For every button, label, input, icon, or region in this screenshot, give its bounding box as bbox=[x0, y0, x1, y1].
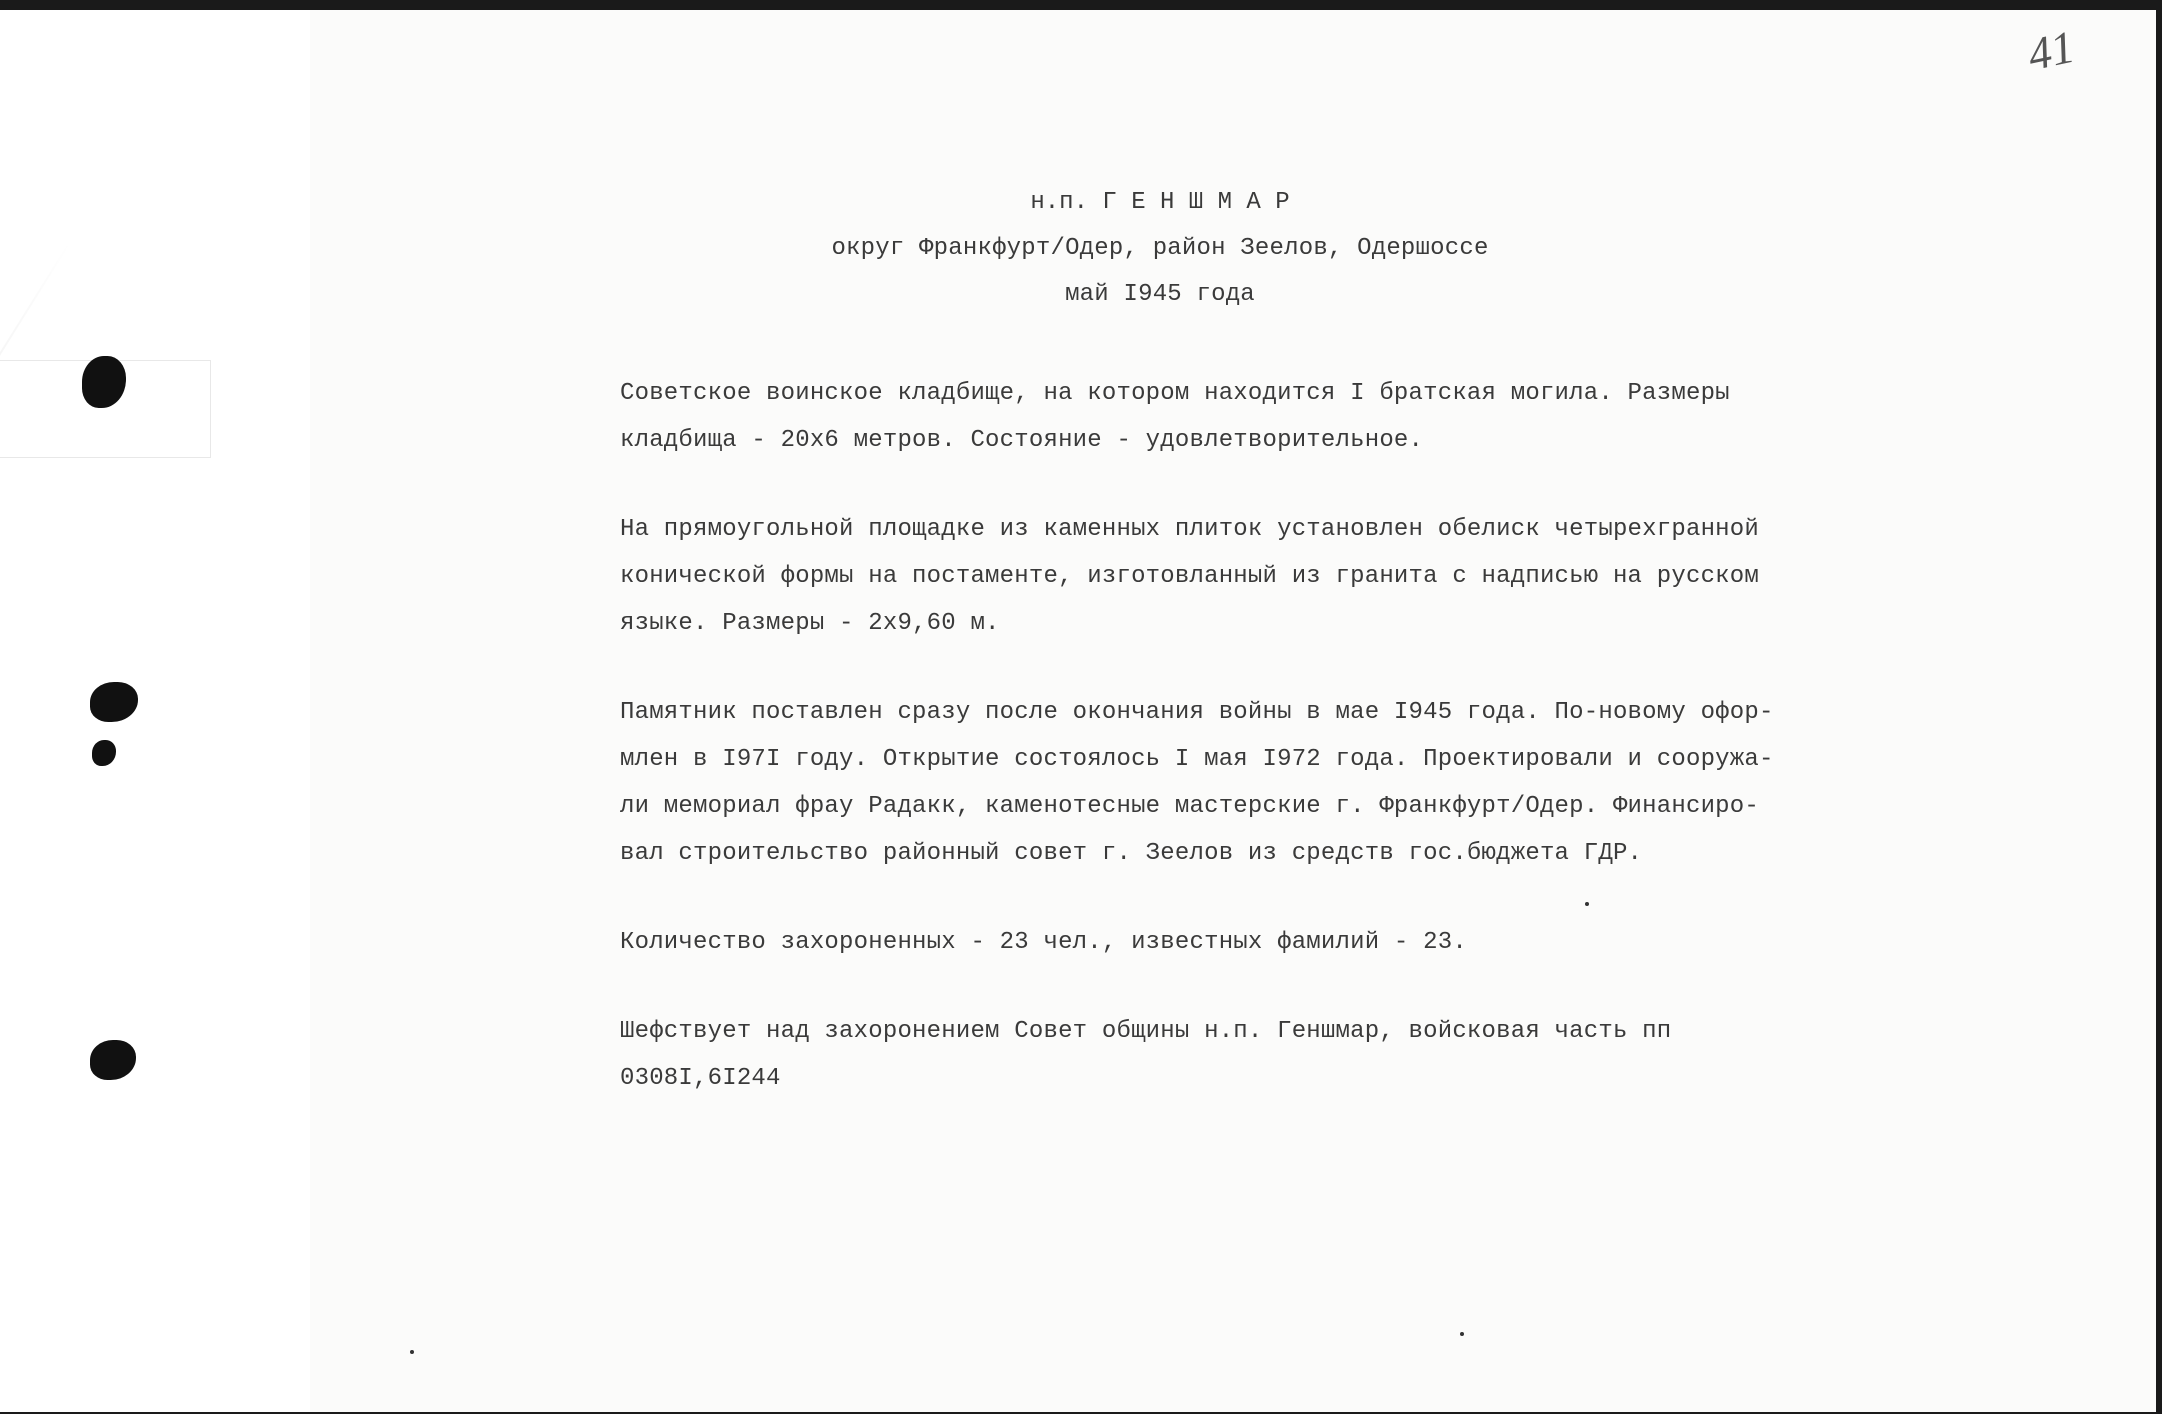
paragraph-patronage: Шефствует над захоронением Совет общины н.п. Геншмар, войсковая часть пп 0308I,6I244 bbox=[620, 1018, 1672, 1092]
document-body bbox=[620, 180, 1820, 1102]
date-line: май I945 года bbox=[1065, 281, 1255, 308]
district-line: округ Франкфурт/Одер, район Зеелов, Одершоссе bbox=[831, 235, 1489, 262]
paragraph-cemetery: Советское воинское кладбище, на котором находится I братская могила. Размеры кладбища - 20х6 метров. Состояние - удовлетворительное. bbox=[620, 380, 1730, 454]
paragraph-count: Количество захороненных - 23 чел., известных фамилий - 23. bbox=[620, 929, 1467, 956]
ink-speck bbox=[1460, 1332, 1464, 1336]
document-page bbox=[0, 10, 2156, 1412]
paragraph-obelisk: На прямоугольной площадке из каменных плиток установлен обелиск четырехгранной конической формы на постаменте, изготовланный из гранита с надписью на русском языке. Размеры - 2х9,60 м. bbox=[620, 516, 1759, 637]
page-number: 41 bbox=[2023, 20, 2079, 81]
paragraph-history: Памятник поставлен сразу после окончания войны в мае I945 года. По-новому офор- млен в I97I году. Открытие состоялось I мая I972 года. Проектировали и сооружа- ли мемориал фрау Радакк, каменотесные мастерские г. Франкфурт/Одер. Финансиро- вал строительство районный совет г. Зеелов из средств гос.бюджета ГДР. bbox=[620, 699, 1774, 867]
page-margin bbox=[0, 10, 310, 1412]
place-title: н.п. Г Е Н Ш М А Р bbox=[1030, 189, 1290, 216]
ink-speck bbox=[410, 1350, 414, 1354]
